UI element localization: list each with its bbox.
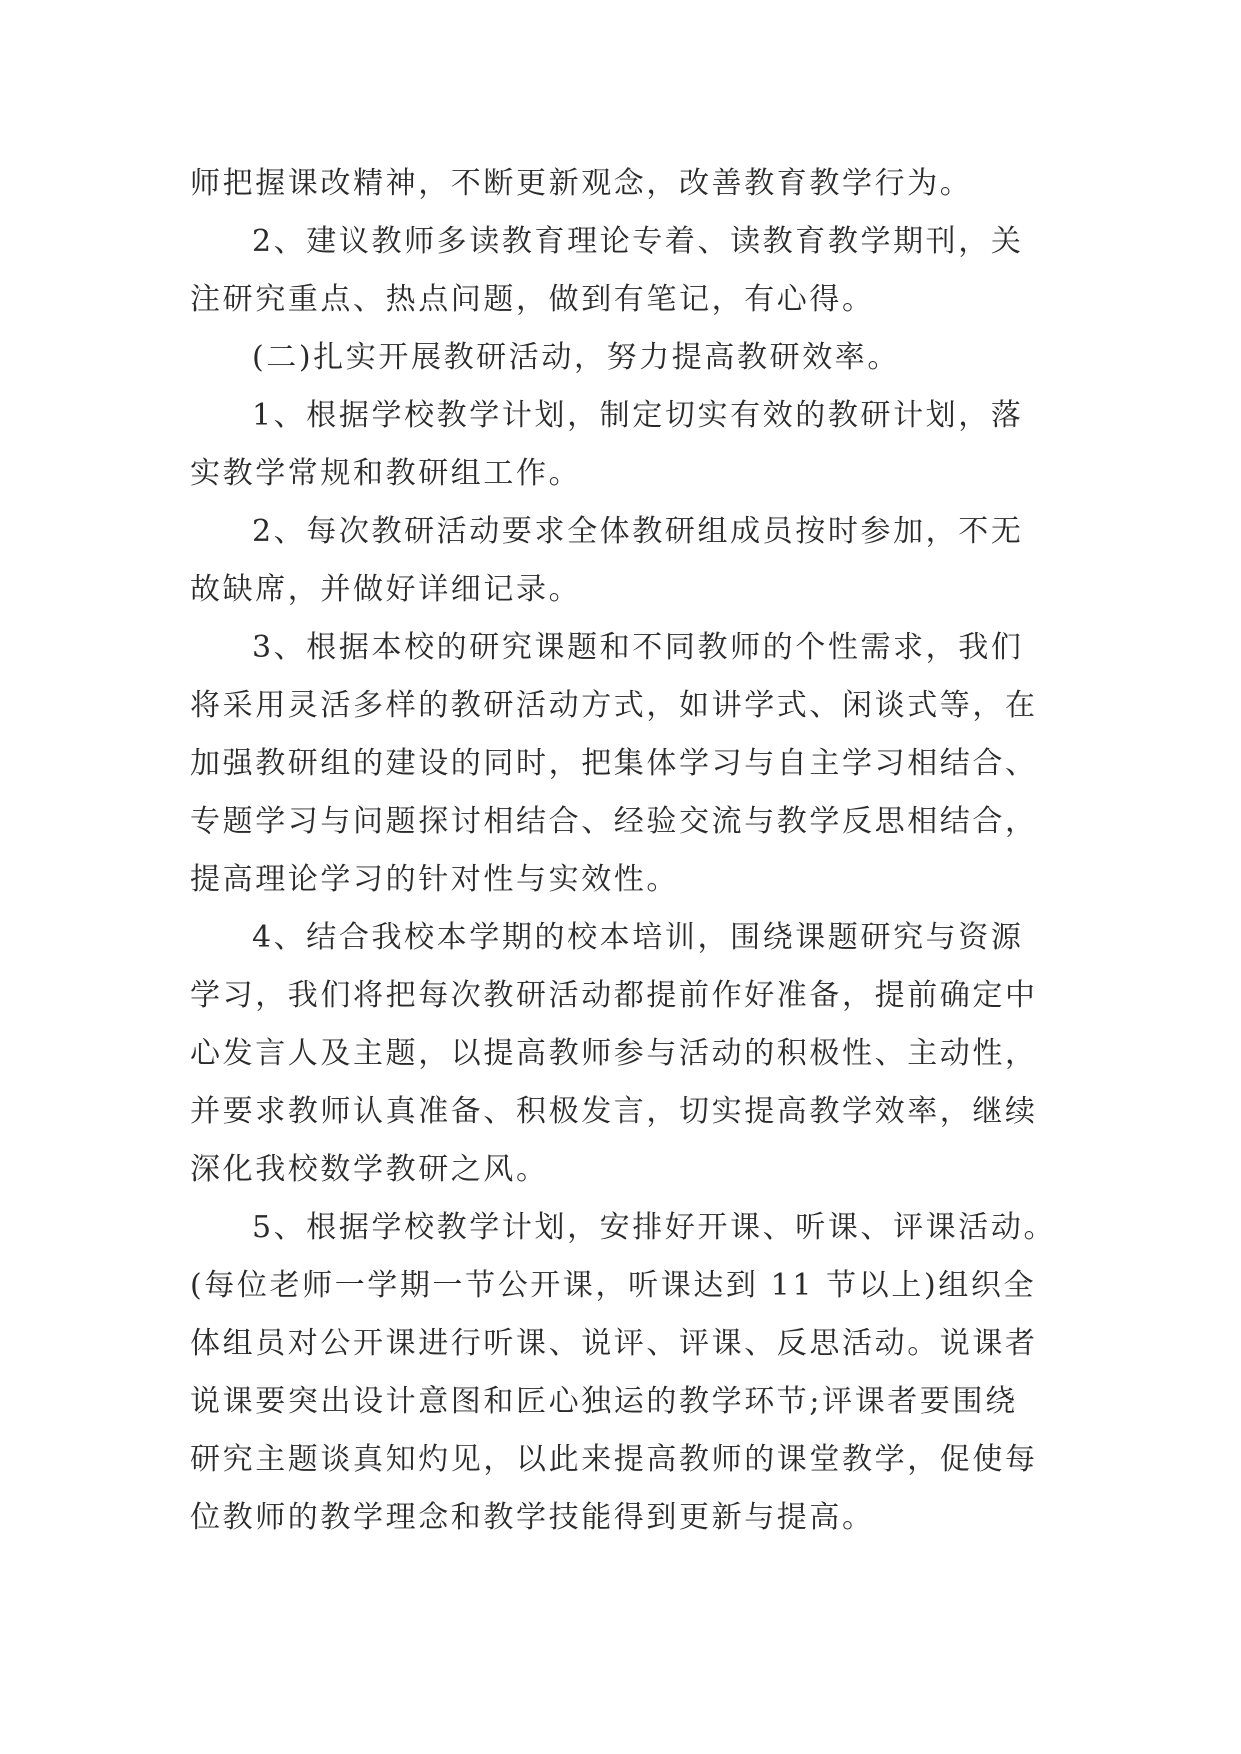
text-line: 专题学习与问题探讨相结合、经验交流与教学反思相结合， bbox=[190, 804, 1038, 839]
text-line: 故缺席，并做好详细记录。 bbox=[190, 572, 582, 607]
text-line: 加强教研组的建设的同时，把集体学习与自主学习相结合、 bbox=[190, 746, 1038, 781]
text-line: (每位老师一学期一节公开课，听课达到 11 节以上)组织全 bbox=[190, 1268, 1037, 1303]
text-line: 实教学常规和教研组工作。 bbox=[190, 456, 582, 491]
text-line: 位教师的教学理念和教学技能得到更新与提高。 bbox=[190, 1500, 875, 1535]
text-line: 体组员对公开课进行听课、说评、评课、反思活动。说课者 bbox=[190, 1326, 1038, 1361]
text-line: 深化我校数学教研之风。 bbox=[190, 1152, 549, 1187]
text-line: 心发言人及主题，以提高教师参与活动的积极性、主动性， bbox=[190, 1036, 1038, 1071]
text-line: 提高理论学习的针对性与实效性。 bbox=[190, 862, 679, 897]
section-heading: (二)扎实开展教研活动，努力提高教研效率。 bbox=[252, 340, 901, 375]
text-line: 2、每次教研活动要求全体教研组成员按时参加，不无 bbox=[252, 514, 1024, 549]
text-line: 5、根据学校教学计划，安排好开课、听课、评课活动。 bbox=[252, 1210, 1057, 1245]
text-line: 将采用灵活多样的教研活动方式，如讲学式、闲谈式等，在 bbox=[190, 688, 1038, 723]
text-line: 3、根据本校的研究课题和不同教师的个性需求，我们 bbox=[252, 630, 1024, 665]
text-line: 师把握课改精神，不断更新观念，改善教育教学行为。 bbox=[190, 166, 973, 201]
text-line: 说课要突出设计意图和匠心独运的教学环节;评课者要围绕 bbox=[190, 1384, 1018, 1419]
text-line: 4、结合我校本学期的校本培训，围绕课题研究与资源 bbox=[252, 920, 1024, 955]
text-line: 2、建议教师多读教育理论专着、读教育教学期刊，关 bbox=[252, 224, 1024, 259]
text-line: 1、根据学校教学计划，制定切实有效的教研计划，落 bbox=[252, 398, 1024, 433]
document-body bbox=[190, 155, 1055, 1547]
text-line: 并要求教师认真准备、积极发言，切实提高教学效率，继续 bbox=[190, 1094, 1038, 1129]
text-line: 学习，我们将把每次教研活动都提前作好准备，提前确定中 bbox=[190, 978, 1038, 1013]
text-line: 研究主题谈真知灼见，以此来提高教师的课堂教学，促使每 bbox=[190, 1442, 1038, 1477]
text-line: 注研究重点、热点问题，做到有笔记，有心得。 bbox=[190, 282, 875, 317]
